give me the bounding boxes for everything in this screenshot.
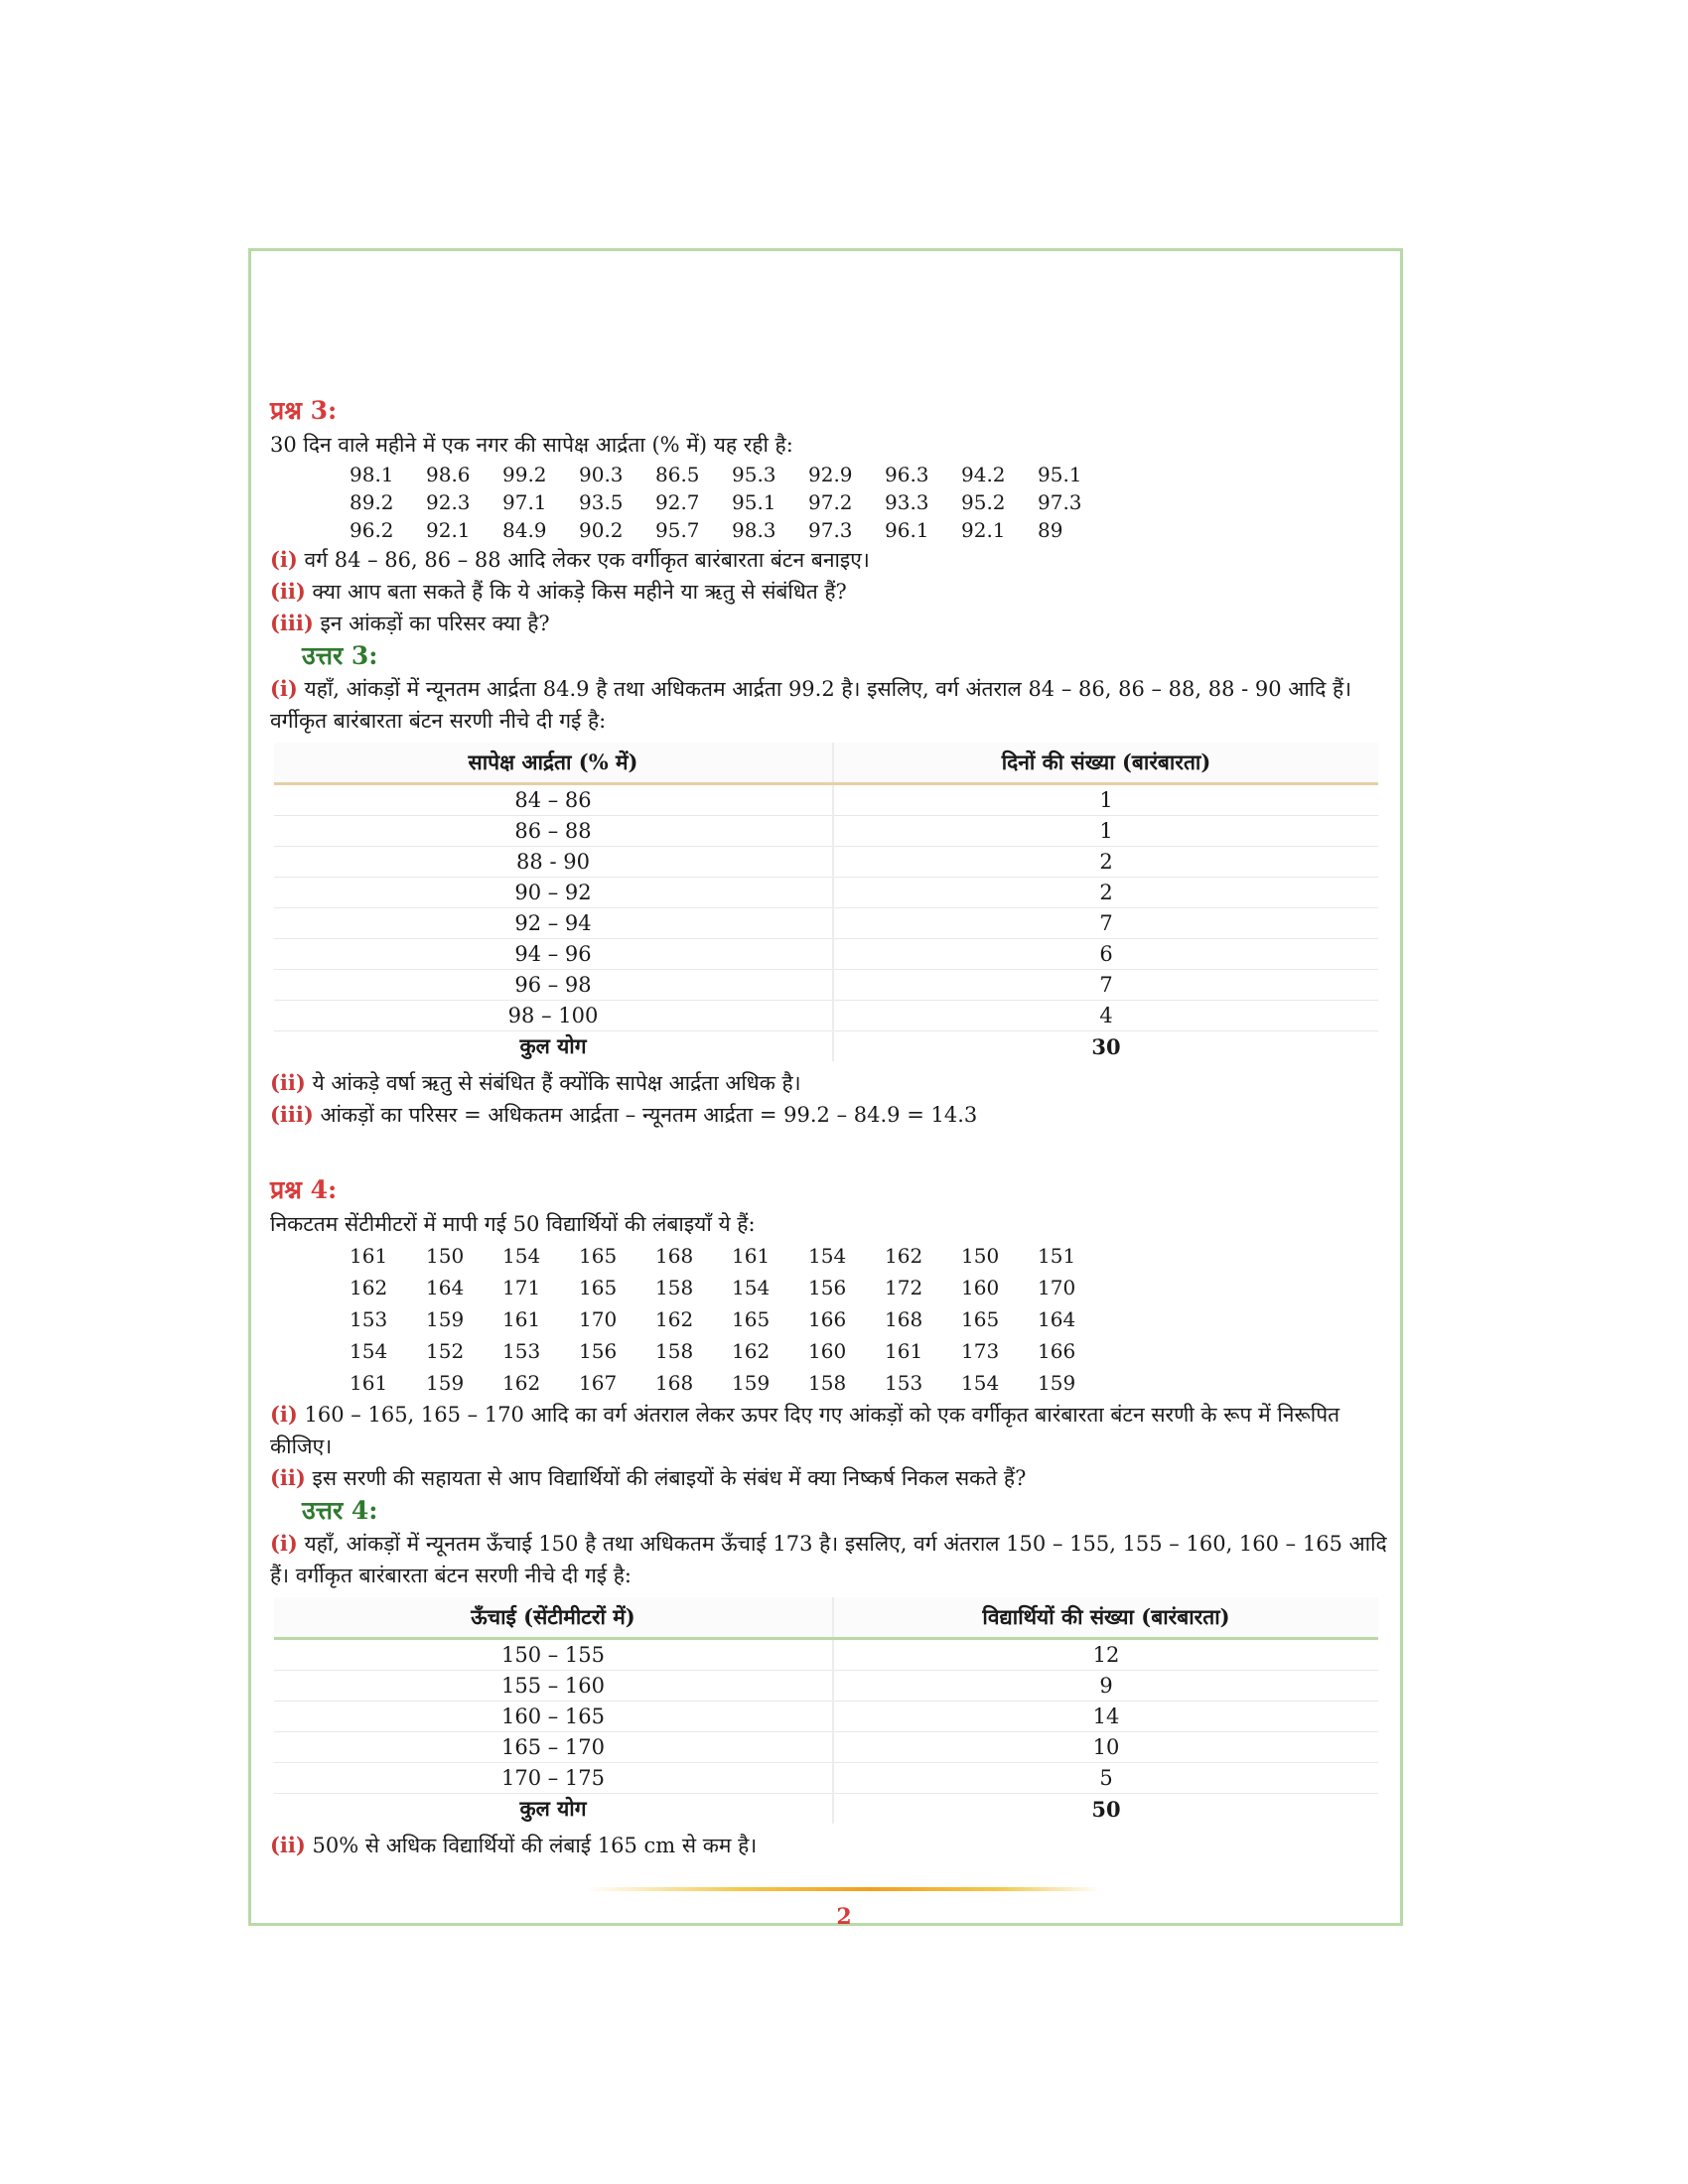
raw-value: 92.3: [426, 490, 471, 514]
raw-value: 95.3: [732, 463, 776, 486]
section-gap: [270, 1131, 1392, 1172]
raw-value: 164: [1038, 1307, 1076, 1331]
part-label: (iii): [270, 611, 314, 635]
table-row: [274, 1732, 1378, 1763]
table-header: ऊँचाई (सेंटीमीटरों में): [274, 1597, 833, 1639]
raw-data-row: [350, 516, 1392, 544]
raw-value: 94.2: [961, 463, 1006, 486]
table-cell: 1: [833, 784, 1378, 816]
raw-value: 154: [732, 1276, 771, 1299]
table-row: [274, 1702, 1378, 1732]
table-cell: 7: [833, 908, 1378, 939]
table-cell: 2: [833, 878, 1378, 908]
part-label: (iii): [270, 1102, 314, 1127]
raw-value: 168: [655, 1244, 694, 1268]
raw-value: 154: [502, 1244, 541, 1268]
raw-value: 98.1: [350, 463, 394, 486]
answer-3-part-i: [270, 673, 1392, 737]
raw-value: 153: [350, 1307, 388, 1331]
part-text: आंकड़ों का परिसर = अधिकतम आर्द्रता – न्यूनतम आर्द्रता = 99.2 – 84.9 = 14.3: [313, 1103, 978, 1127]
table-cell: 96 – 98: [274, 970, 833, 1001]
part-text: यहाँ, आंकड़ों में न्यूनतम आर्द्रता 84.9 है तथा अधिकतम आर्द्रता 99.2 है। इसलिए, वर्ग अंतराल 84 – 86, 86 – 88, 88 - 90 आदि हैं। वर्गीकृत बारंबारता बंटन सरणी नीचे दी गई है:: [270, 677, 1352, 733]
table-cell: 6: [833, 939, 1378, 970]
table-row: [274, 784, 1378, 816]
table-header: सापेक्ष आर्द्रता (% में): [274, 743, 833, 784]
raw-value: 95.1: [732, 490, 776, 514]
table-header: विद्यार्थियों की संख्या (बारंबारता): [833, 1597, 1378, 1639]
table-cell: 155 – 160: [274, 1671, 833, 1702]
part-label: (i): [270, 547, 298, 572]
table-header: दिनों की संख्या (बारंबारता): [833, 743, 1378, 784]
raw-value: 97.1: [502, 490, 547, 514]
answer-3-title: उत्तर 3:: [302, 641, 378, 670]
raw-value: 154: [808, 1244, 847, 1268]
raw-value: 165: [579, 1276, 618, 1299]
answer-4-title: उत्तर 4:: [302, 1496, 378, 1525]
raw-value: 164: [426, 1276, 465, 1299]
raw-value: 161: [885, 1339, 923, 1363]
raw-value: 90.2: [579, 518, 624, 542]
raw-value: 154: [961, 1371, 1000, 1395]
question-3-title: प्रश्न 3:: [270, 396, 338, 425]
table-row: [274, 1639, 1378, 1671]
raw-value: 97.2: [808, 490, 853, 514]
table-cell: कुल योग: [274, 1794, 833, 1825]
raw-value: 168: [885, 1307, 923, 1331]
raw-data-row: [350, 1272, 1392, 1303]
table-cell: 14: [833, 1702, 1378, 1732]
raw-value: 98.3: [732, 518, 776, 542]
raw-data-row: [350, 1303, 1392, 1335]
table-cell: 84 – 86: [274, 784, 833, 816]
raw-value: 172: [885, 1276, 923, 1299]
part-label: (i): [270, 1531, 298, 1556]
raw-value: 160: [961, 1276, 1000, 1299]
table-row: [274, 939, 1378, 970]
raw-value: 95.1: [1038, 463, 1082, 486]
question-3-raw-data: [350, 461, 1392, 544]
table-cell: 30: [1091, 1033, 1121, 1059]
table-cell: 160 – 165: [274, 1702, 833, 1732]
raw-data-row: [350, 1367, 1392, 1399]
raw-value: 162: [350, 1276, 388, 1299]
question-4-raw-data: [350, 1240, 1392, 1399]
question-3-part-iii: [270, 608, 1392, 639]
answer-3-part-iii: [270, 1099, 1392, 1131]
question-3-part-i: [270, 544, 1392, 576]
raw-value: 165: [732, 1307, 771, 1331]
table-cell: 50: [1091, 1796, 1121, 1822]
part-text: 160 – 165, 165 – 170 आदि का वर्ग अंतराल लेकर ऊपर दिए गए आंकड़ों को एक वर्गीकृत बारंबारता बंटन सरणी के रूप में निरूपित कीजिए।: [270, 1403, 1340, 1458]
raw-value: 167: [579, 1371, 618, 1395]
raw-value: 92.9: [808, 463, 853, 486]
table-cell: 2: [833, 847, 1378, 878]
raw-value: 89: [1038, 518, 1063, 542]
raw-data-row: [350, 1240, 1392, 1272]
raw-value: 160: [808, 1339, 847, 1363]
raw-data-row: [350, 488, 1392, 516]
part-label: (i): [270, 676, 298, 701]
raw-value: 156: [579, 1339, 618, 1363]
raw-value: 158: [655, 1339, 694, 1363]
raw-value: 151: [1038, 1244, 1076, 1268]
raw-data-row: [350, 1335, 1392, 1367]
raw-value: 158: [808, 1371, 847, 1395]
raw-value: 161: [732, 1244, 771, 1268]
part-label: (ii): [270, 579, 306, 604]
raw-value: 96.2: [350, 518, 394, 542]
part-label: (i): [270, 1402, 298, 1427]
raw-value: 86.5: [655, 463, 700, 486]
raw-value: 96.1: [885, 518, 929, 542]
part-text: ये आंकड़े वर्षा ऋतु से संबंधित हैं क्योंकि सापेक्ष आर्द्रता अधिक है।: [305, 1071, 801, 1095]
page-number: 2: [836, 1904, 852, 1930]
raw-value: 159: [1038, 1371, 1076, 1395]
raw-value: 92.1: [961, 518, 1006, 542]
part-text: इस सरणी की सहायता से आप विद्यार्थियों की लंबाइयों के संबंध में क्या निष्कर्ष निकल सकते हैं?: [305, 1466, 1027, 1490]
raw-value: 93.5: [579, 490, 624, 514]
table-cell: 170 – 175: [274, 1763, 833, 1794]
table-cell: 88 - 90: [274, 847, 833, 878]
raw-value: 97.3: [808, 518, 853, 542]
raw-value: 170: [579, 1307, 618, 1331]
raw-value: 156: [808, 1276, 847, 1299]
raw-value: 154: [350, 1339, 388, 1363]
table-row: [274, 878, 1378, 908]
raw-value: 162: [502, 1371, 541, 1395]
table-row: [274, 970, 1378, 1001]
table-cell: 92 – 94: [274, 908, 833, 939]
table-total-row: [274, 1031, 1378, 1062]
question-3-intro: 30 दिन वाले महीने में एक नगर की सापेक्ष आर्द्रता (% में) यह रही है:: [270, 433, 793, 457]
raw-value: 168: [655, 1371, 694, 1395]
raw-value: 99.2: [502, 463, 547, 486]
table-row: [274, 908, 1378, 939]
raw-value: 96.3: [885, 463, 929, 486]
raw-value: 171: [502, 1276, 541, 1299]
table-row: [274, 816, 1378, 847]
table-cell: कुल योग: [274, 1031, 833, 1062]
raw-value: 84.9: [502, 518, 547, 542]
question-3-part-ii: [270, 576, 1392, 608]
table-header-row: [274, 743, 1378, 784]
table-cell: 94 – 96: [274, 939, 833, 970]
raw-value: 166: [808, 1307, 847, 1331]
page-content: [270, 393, 1392, 1861]
part-text: क्या आप बता सकते हैं कि ये आंकड़े किस महीने या ऋतु से संबंधित हैं?: [305, 580, 847, 604]
raw-value: 92.7: [655, 490, 700, 514]
raw-value: 166: [1038, 1339, 1076, 1363]
part-label: (ii): [270, 1465, 306, 1490]
raw-value: 162: [655, 1307, 694, 1331]
part-text: इन आंकड़ों का परिसर क्या है?: [313, 612, 550, 635]
footer-divider: [586, 1887, 1102, 1891]
part-label: (ii): [270, 1070, 306, 1095]
table-cell: 150 – 155: [274, 1639, 833, 1671]
table-row: [274, 1763, 1378, 1794]
raw-value: 153: [502, 1339, 541, 1363]
question-4-title: प्रश्न 4:: [270, 1175, 338, 1204]
raw-value: 98.6: [426, 463, 471, 486]
table-cell: 4: [833, 1001, 1378, 1031]
raw-value: 152: [426, 1339, 465, 1363]
raw-value: 93.3: [885, 490, 929, 514]
table-cell: 12: [833, 1639, 1378, 1671]
table-cell: 5: [833, 1763, 1378, 1794]
raw-value: 150: [426, 1244, 465, 1268]
raw-value: 161: [350, 1244, 388, 1268]
raw-value: 161: [502, 1307, 541, 1331]
raw-value: 170: [1038, 1276, 1076, 1299]
question-4-part-ii: [270, 1462, 1392, 1494]
raw-value: 158: [655, 1276, 694, 1299]
height-frequency-table: [274, 1597, 1378, 1824]
raw-value: 159: [426, 1371, 465, 1395]
raw-value: 90.3: [579, 463, 624, 486]
table-row: [274, 1001, 1378, 1031]
answer-4-part-ii: [270, 1830, 1392, 1861]
raw-value: 159: [732, 1371, 771, 1395]
table-cell: 9: [833, 1671, 1378, 1702]
question-4-intro: निकटतम सेंटीमीटरों में मापी गई 50 विद्यार्थियों की लंबाइयाँ ये हैं:: [270, 1212, 756, 1236]
part-text: वर्ग 84 – 86, 86 – 88 आदि लेकर एक वर्गीकृत बारंबारता बंटन बनाइए।: [297, 548, 870, 572]
table-total-row: [274, 1794, 1378, 1825]
part-label: (ii): [270, 1833, 306, 1857]
table-cell: 7: [833, 970, 1378, 1001]
table-row: [274, 1671, 1378, 1702]
table-cell: 98 – 100: [274, 1001, 833, 1031]
raw-value: 173: [961, 1339, 1000, 1363]
table-cell: 165 – 170: [274, 1732, 833, 1763]
raw-value: 97.3: [1038, 490, 1082, 514]
raw-value: 162: [732, 1339, 771, 1363]
answer-3-part-ii: [270, 1067, 1392, 1099]
raw-data-row: [350, 461, 1392, 488]
table-cell: 90 – 92: [274, 878, 833, 908]
part-text: 50% से अधिक विद्यार्थियों की लंबाई 165 cm से कम है।: [305, 1834, 758, 1857]
table-cell: 10: [833, 1732, 1378, 1763]
answer-4-part-i: [270, 1528, 1392, 1591]
raw-value: 165: [961, 1307, 1000, 1331]
table-cell: 86 – 88: [274, 816, 833, 847]
raw-value: 92.1: [426, 518, 471, 542]
raw-value: 89.2: [350, 490, 394, 514]
raw-value: 159: [426, 1307, 465, 1331]
raw-value: 95.2: [961, 490, 1006, 514]
raw-value: 165: [579, 1244, 618, 1268]
part-text: यहाँ, आंकड़ों में न्यूनतम ऊँचाई 150 है तथा अधिकतम ऊँचाई 173 है। इसलिए, वर्ग अंतराल 150 – 155, 155 – 160, 160 – 165 आदि हैं। वर्गीकृत बारंबारता बंटन सरणी नीचे दी गई है:: [270, 1532, 1387, 1587]
raw-value: 153: [885, 1371, 923, 1395]
humidity-frequency-table: [274, 743, 1378, 1061]
table-cell: 1: [833, 816, 1378, 847]
raw-value: 95.7: [655, 518, 700, 542]
raw-value: 161: [350, 1371, 388, 1395]
question-4-part-i: [270, 1399, 1392, 1462]
raw-value: 150: [961, 1244, 1000, 1268]
raw-value: 162: [885, 1244, 923, 1268]
table-row: [274, 847, 1378, 878]
table-header-row: [274, 1597, 1378, 1639]
